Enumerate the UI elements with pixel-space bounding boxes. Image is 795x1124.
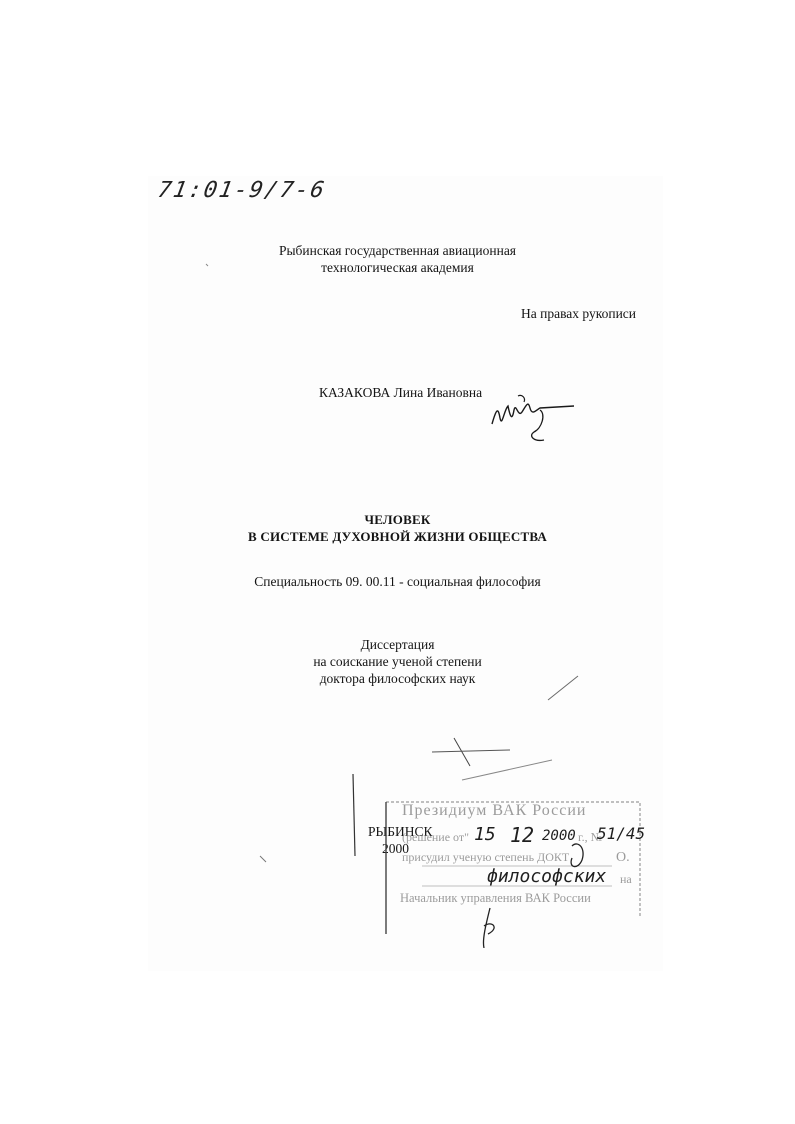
stamp-degree-line: присудил ученую степень ДОКТ [402, 850, 570, 864]
stamp-degree-suffix: О. [616, 850, 630, 865]
stamp-title: Президиум ВАК России [402, 802, 587, 819]
publication-year: 2000 [382, 841, 409, 856]
stamp-protocol-label: г., № [578, 830, 603, 844]
stamp-degree-field-suffix: на [620, 872, 632, 886]
stamp-decision-label: (решение от" [402, 830, 470, 844]
institution-line-2: технологическая академия [321, 260, 474, 275]
author-name: КАЗАКОВА Лина Ивановна [319, 385, 483, 400]
stamp-degree-field: философских [487, 866, 607, 887]
handwritten-record-number: 71:01-9/7-6 [155, 178, 328, 203]
specialty-text: Специальность 09. 00.11 - социальная философия [254, 574, 541, 589]
stamp-head-line: Начальник управления ВАК России [400, 891, 591, 905]
city-name: РЫБИНСК [368, 824, 433, 839]
degree-line-2: на соискание ученой степени [313, 654, 482, 669]
rights-notice: На правах рукописи [521, 306, 637, 321]
stamp-date-month: 12 [510, 823, 535, 847]
title-line-1: ЧЕЛОВЕК [364, 512, 431, 527]
institution-line-1: Рыбинская государственная авиационная [278, 243, 517, 258]
degree-line-3: доктора философских наук [319, 671, 476, 686]
stamp-date-day: 15 [474, 824, 496, 845]
stamp-protocol-number: 51/45 [597, 824, 646, 843]
degree-line-1: Диссертация [360, 637, 435, 652]
vak-approval-stamp [382, 800, 644, 948]
stamp-date-year: 2000 [542, 828, 576, 844]
title-line-2: В СИСТЕМЕ ДУХОВНОЙ ЖИЗНИ ОБЩЕСТВА [248, 529, 547, 544]
